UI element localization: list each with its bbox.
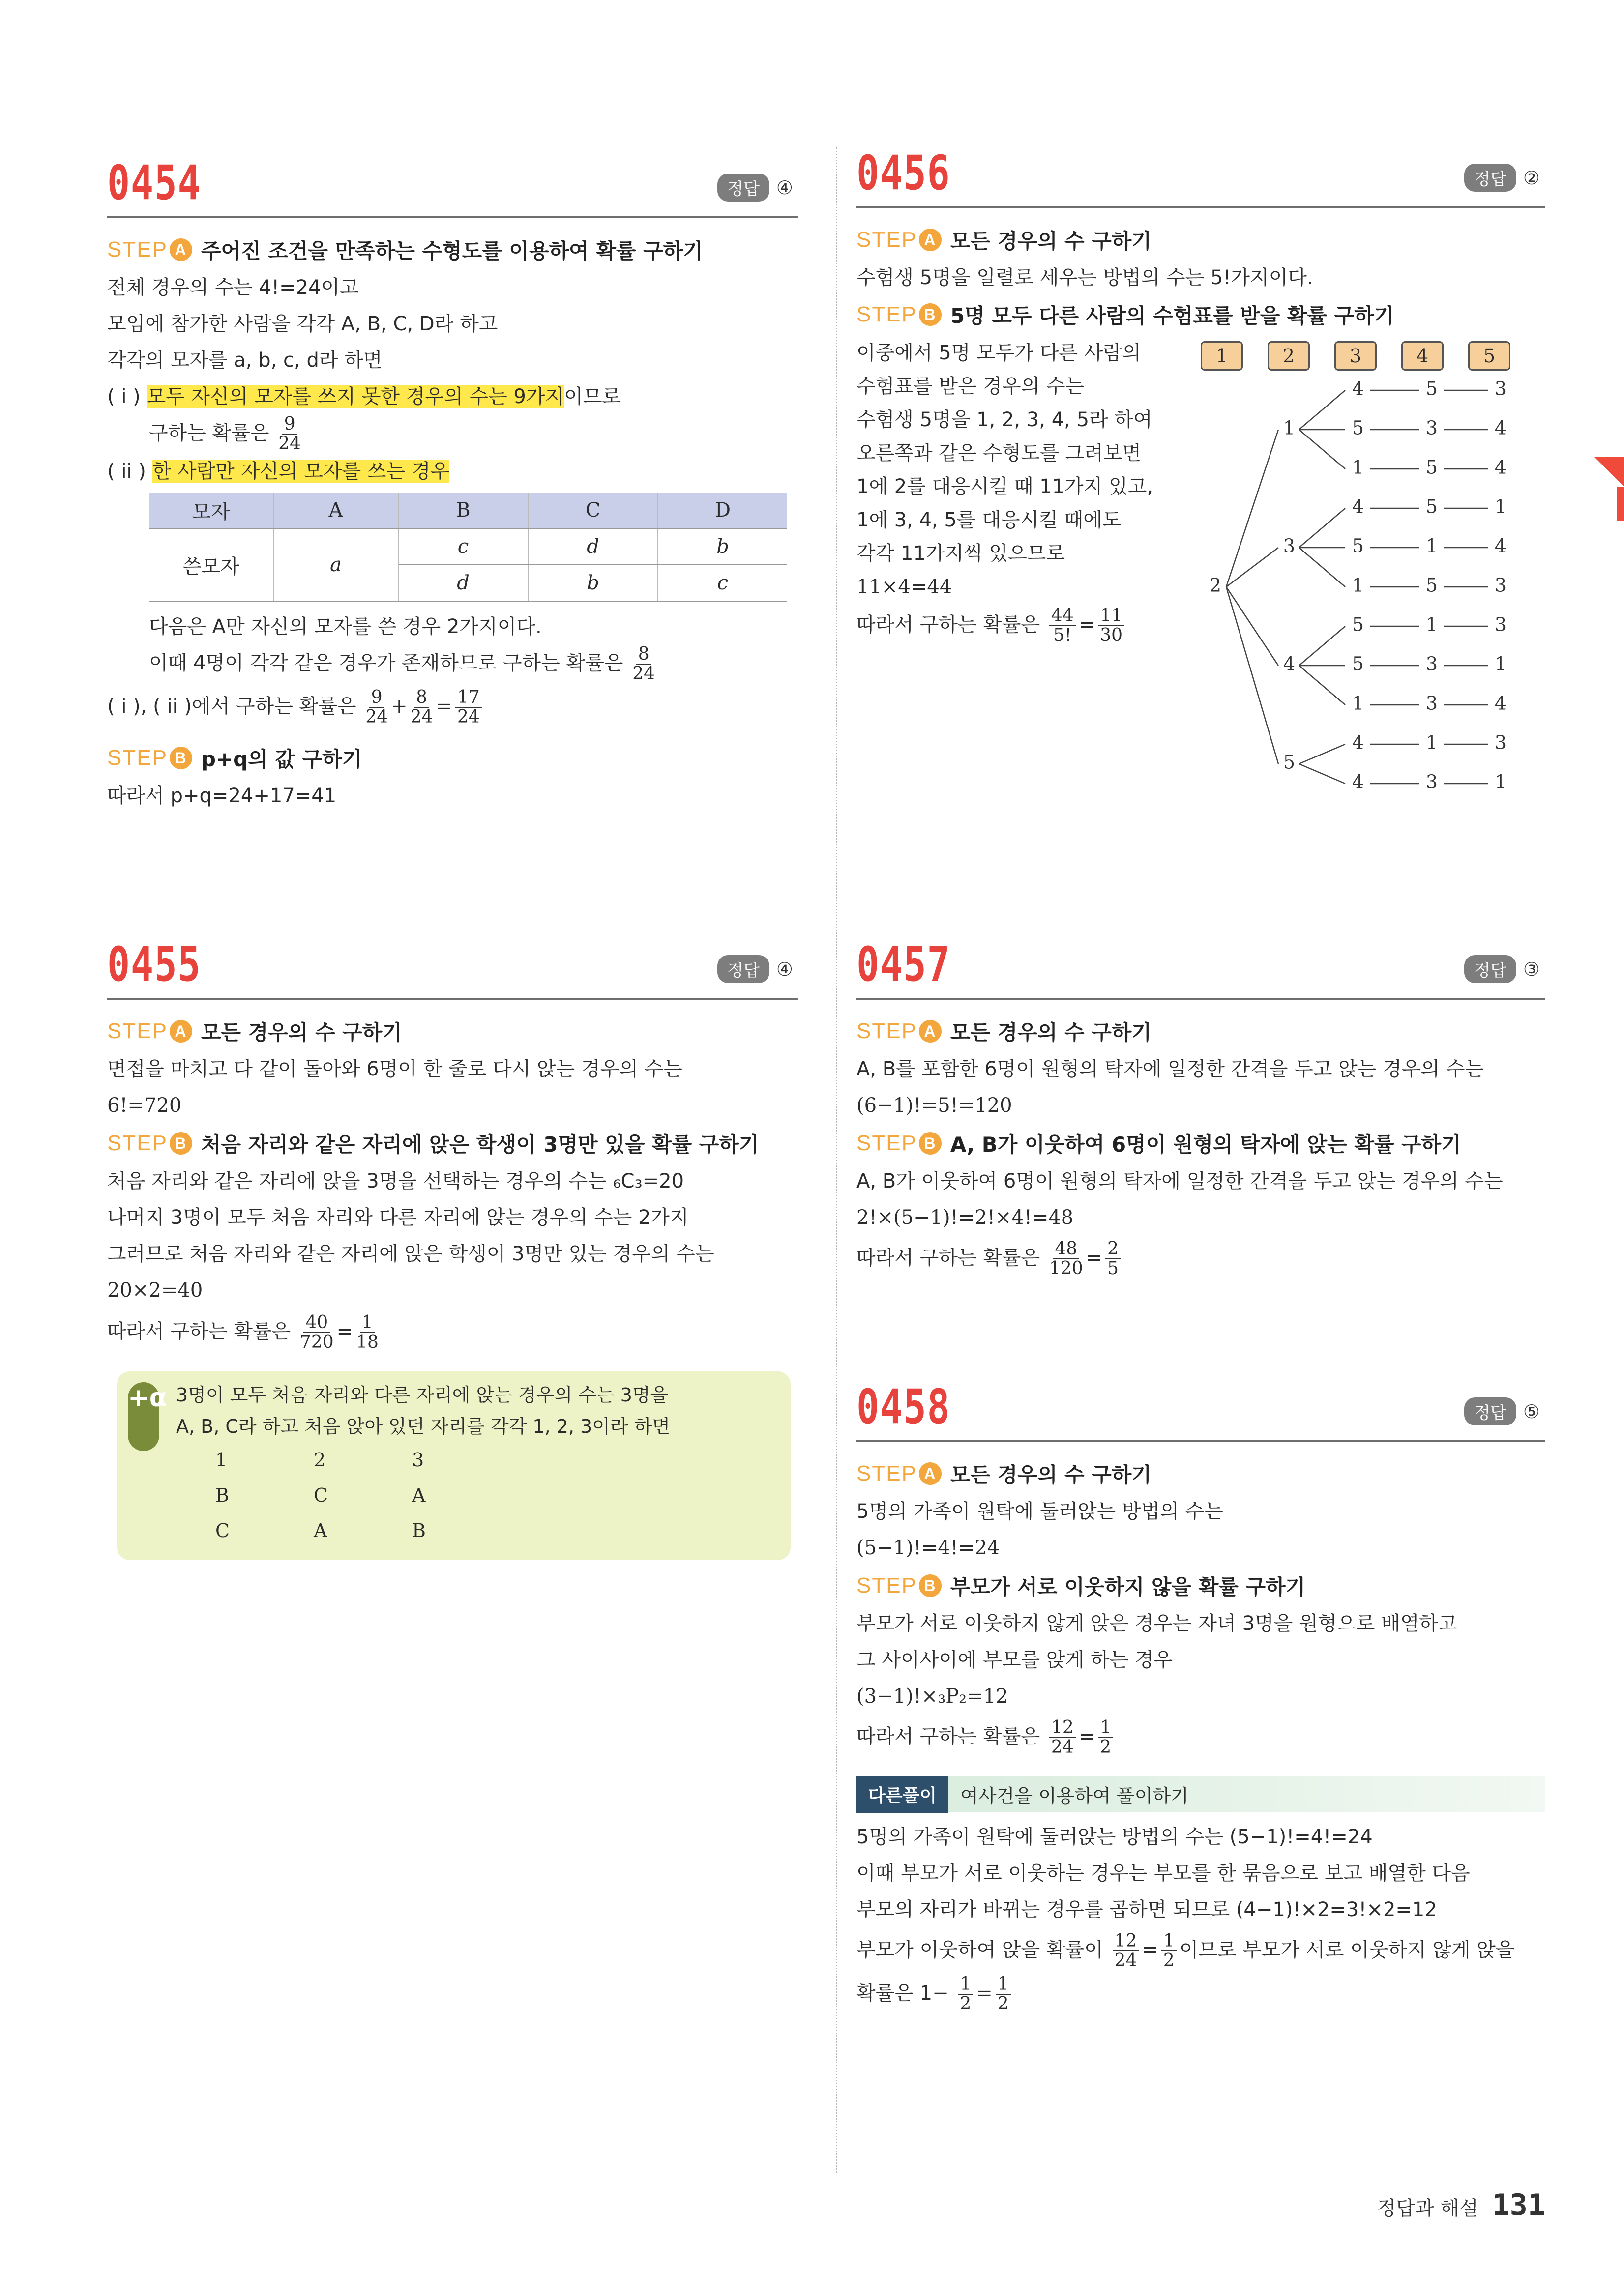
tree-level4-node: 1 — [1494, 495, 1507, 518]
text-line: 처음 자리와 같은 자리에 앉을 3명을 선택하는 경우의 수는 ₆C₃=20 — [107, 1170, 684, 1192]
tree-level4-node: 1 — [1494, 653, 1507, 675]
tree-branch — [1299, 626, 1345, 666]
tree-branch — [1299, 666, 1345, 705]
highlighted-text: 모두 자신의 모자를 쓰지 못한 경우의 수는 9가지 — [147, 385, 564, 408]
page-number: 131 — [1492, 2188, 1545, 2222]
text-line: 그 사이사이에 부모를 앉게 하는 경우 — [856, 1649, 1173, 1671]
tree-branch — [1226, 587, 1278, 666]
tip-text: A, B, C라 하고 처음 앉아 있던 자리를 각각 1, 2, 3이라 하면 — [176, 1416, 671, 1437]
step-b-heading — [856, 1571, 1545, 1600]
tree-level4-node: 4 — [1494, 535, 1507, 557]
problem-number: 0455 — [107, 937, 202, 992]
tree-level4-node: 3 — [1494, 380, 1507, 400]
step-a-heading — [107, 1017, 798, 1046]
answer — [1464, 1397, 1540, 1425]
problem-0457 — [856, 929, 1545, 1278]
step-title: 부모가 서로 이웃하지 않을 확률 구하기 — [950, 1575, 1306, 1599]
text-line: 모임에 참가한 사람을 각각 A, B, C, D라 하고 — [107, 313, 498, 335]
tree-branch — [1226, 587, 1278, 764]
text-line: 전체 경우의 수는 4!=24이고 — [107, 276, 359, 299]
tree-level3-node: 3 — [1425, 417, 1438, 439]
answer-badge: 정답 — [1464, 1397, 1516, 1425]
tree-level1-node: 4 — [1283, 653, 1296, 675]
tree-section — [856, 336, 1545, 828]
tree-branch — [1299, 548, 1345, 587]
step-a-heading — [107, 235, 798, 264]
tip-text: 3명이 모두 처음 자리와 다른 자리에 앉는 경우의 수는 3명을 — [176, 1384, 669, 1406]
answer-value: ② — [1523, 167, 1540, 189]
problem-header — [107, 147, 798, 218]
tree-branch — [1299, 764, 1345, 784]
step-tag: STEP A — [107, 237, 192, 262]
tree-level3-node: 5 — [1425, 380, 1438, 400]
tree-level2-node: 5 — [1352, 613, 1364, 636]
text-line: 다음은 A만 자신의 모자를 쓴 경우 2가지이다. — [149, 615, 542, 638]
tip-arrangement-grid: 1 2 3 B C A C A B — [215, 1449, 426, 1541]
text-line: 그러므로 처음 자리와 같은 자리에 앉은 학생이 3명만 있는 경우의 수는 — [107, 1243, 714, 1265]
tree-level2-node: 5 — [1352, 417, 1364, 439]
problem-number: 0454 — [107, 155, 202, 210]
text-line: 구하는 확률은 $\frac{9}{24}$ — [149, 414, 301, 454]
step-a-heading — [856, 1017, 1545, 1046]
text-line: A, B가 이웃하여 6명이 원형의 탁자에 일정한 간격을 두고 앉는 경우의 수는 — [856, 1170, 1503, 1192]
text-line: A, B를 포함한 6명이 원형의 탁자에 일정한 간격을 두고 앉는 경우의 수는 — [856, 1058, 1484, 1080]
step-title: 주어진 조건을 만족하는 수형도를 이용하여 확률 구하기 — [201, 239, 703, 263]
text-line: 면접을 마치고 다 같이 돌아와 6명이 한 줄로 다시 앉는 경우의 수는 — [107, 1058, 682, 1080]
tree-root-node: 2 — [1209, 574, 1222, 596]
step-title: 모든 경우의 수 구하기 — [950, 1020, 1152, 1045]
tree-level2-node: 1 — [1352, 574, 1364, 596]
tree-branch — [1299, 430, 1345, 469]
text-line: 따라서 구하는 확률은 $\frac{48}{120}$ = $\frac{2}{5}$ — [856, 1240, 1545, 1278]
text-line: 6!=720 — [107, 1094, 182, 1117]
step-title: p+q의 값 구하기 — [201, 747, 362, 771]
problem-header — [856, 147, 1545, 208]
text-line: ( i ), ( ii )에서 구하는 확률은 $\frac{9}{24}$ + $\frac{8}{24}$ = $\frac{17}{24}$ — [107, 688, 798, 727]
step-b-heading — [856, 1129, 1545, 1158]
text-line: 5명의 가족이 원탁에 둘러앉는 방법의 수는 (5−1)!=4!=24 — [856, 1826, 1373, 1848]
step-title: 처음 자리와 같은 자리에 앉은 학생이 3명만 있을 확률 구하기 — [201, 1133, 759, 1157]
tree-diagram — [1196, 380, 1540, 823]
problem-header — [107, 929, 798, 1000]
text-line: 나머지 3명이 모두 처음 자리와 다른 자리에 앉는 경우의 수는 2가지 — [107, 1206, 689, 1229]
ticket-label: 1 — [1201, 341, 1243, 371]
step-tag: STEP A — [856, 1019, 942, 1044]
answer-value: ③ — [1523, 958, 1540, 980]
step-a-heading — [856, 1459, 1545, 1488]
text-line: 확률은 1− $\frac{1}{2}$ = $\frac{1}{2}$ — [856, 1975, 1545, 2013]
answer — [1464, 164, 1540, 192]
text-line: (3−1)!×₃P₂=12 — [856, 1685, 1008, 1708]
tree-level4-node: 4 — [1494, 417, 1507, 439]
text-line: 이때 부모가 서로 이웃하는 경우는 부모를 한 묶음으로 보고 배열한 다음 — [856, 1862, 1470, 1885]
step-tag: STEP A — [856, 228, 942, 252]
text-line: 각각의 모자를 a, b, c, d라 하면 — [107, 349, 383, 372]
tree-level4-node: 3 — [1494, 613, 1507, 636]
tree-level2-node: 4 — [1352, 771, 1364, 793]
text-line: 이때 4명이 각각 같은 경우가 존재하므로 구하는 확률은 $\frac{8}{24}$ — [149, 644, 655, 684]
step-tag: STEP A — [107, 1019, 192, 1044]
tree-level4-node: 4 — [1494, 692, 1507, 714]
tree-level4-node: 4 — [1494, 456, 1507, 478]
step-tag: STEP B — [856, 1131, 942, 1156]
answer — [717, 174, 793, 202]
tree-branch — [1299, 508, 1345, 548]
step-b-heading — [107, 1129, 798, 1158]
page-footer — [1377, 2188, 1545, 2222]
tree-level4-node: 3 — [1494, 574, 1507, 596]
tree-level2-node: 4 — [1352, 380, 1364, 400]
text-line: 20×2=40 — [107, 1279, 203, 1302]
text-line: 2!×(5−1)!=2!×4!=48 — [856, 1206, 1074, 1229]
answer — [717, 955, 793, 983]
answer-value: ④ — [776, 958, 793, 980]
tree-explanation: 이중에서 5명 모두가 다른 사람의 수험표를 받은 경우의 수는 수험생 5명을 1, 2, 3, 4, 5라 하여 오른쪽과 같은 수형도를 그려보면 1에 2를 대응시킬 때 11가지 있고, 1에 3, 4, 5를 대응시킬 때에도 각각 11가지씩 있으므로 11×4=44 따라서 구하는 확률은 $\frac{44}{5!}$ = $\frac{11}{30}$ — [856, 342, 1153, 645]
problem-header — [856, 1371, 1545, 1442]
page-tab-marker-bar — [1617, 487, 1624, 521]
tree-branch — [1299, 744, 1345, 764]
tree-level4-node: 3 — [1494, 731, 1507, 754]
tree-level1-node: 1 — [1283, 417, 1296, 439]
text-line: 부모가 이웃하여 앉을 확률이 $\frac{12}{24}$ = $\frac{1}{2}$ 이므로 부모가 서로 이웃하지 않게 앉을 — [856, 1931, 1515, 1971]
step-title: 모든 경우의 수 구하기 — [950, 229, 1152, 253]
text-line: 5명의 가족이 원탁에 둘러앉는 방법의 수는 — [856, 1500, 1223, 1523]
step-tag: STEP B — [107, 746, 192, 770]
step-title: 5명 모두 다른 사람의 수험표를 받을 확률 구하기 — [950, 304, 1394, 328]
step-b-heading — [856, 300, 1545, 329]
tree-level3-node: 1 — [1425, 535, 1438, 557]
answer-badge: 정답 — [717, 174, 769, 202]
text-line: 부모의 자리가 바뀌는 경우를 곱하면 되므로 (4−1)!×2=3!×2=12 — [856, 1898, 1437, 1921]
step-title: 모든 경우의 수 구하기 — [201, 1020, 402, 1045]
tree-level1-node: 3 — [1283, 535, 1296, 557]
tree-level3-node: 5 — [1425, 574, 1438, 596]
tree-level3-node: 3 — [1425, 692, 1438, 714]
text-line: 따라서 p+q=24+17=41 — [107, 785, 337, 807]
answer-value: ⑤ — [1523, 1400, 1540, 1423]
ticket-label: 4 — [1401, 341, 1444, 371]
column-divider — [836, 147, 837, 2173]
step-title: A, B가 이웃하여 6명이 원형의 탁자에 앉는 확률 구하기 — [950, 1133, 1461, 1157]
step-tag: STEP B — [107, 1131, 192, 1156]
problem-number: 0456 — [856, 145, 951, 201]
tree-level3-node: 5 — [1425, 456, 1438, 478]
tree-level3-node: 3 — [1425, 771, 1438, 793]
plus-alpha-icon: +α — [128, 1382, 159, 1451]
text-line: ( ii ) 한 사람만 자신의 모자를 쓰는 경우 — [107, 460, 450, 483]
problem-0456 — [856, 147, 1545, 828]
tree-level2-node: 5 — [1352, 653, 1364, 675]
step-b-heading — [107, 743, 798, 773]
text-line: 부모가 서로 이웃하지 않게 앉은 경우는 자녀 3명을 원형으로 배열하고 — [856, 1612, 1457, 1635]
tree-branch — [1226, 548, 1278, 587]
hat-table: 모자 A B C D 쓴모자 a c d b d b c — [149, 493, 787, 602]
footer-text: 정답과 해설 — [1377, 2197, 1478, 2220]
tree-level4-node: 1 — [1494, 771, 1507, 793]
ticket-label: 5 — [1468, 341, 1510, 371]
exam-ticket-labels — [1201, 341, 1510, 371]
fraction: $\frac{9}{24}$ — [278, 414, 301, 454]
problem-number: 0458 — [856, 1379, 951, 1434]
ticket-label: 2 — [1268, 341, 1310, 371]
alt-title: 여사건을 이용하여 풀이하기 — [960, 1785, 1189, 1807]
step-tag: STEP B — [856, 302, 942, 327]
text-line: ( i ) 모두 자신의 모자를 쓰지 못한 경우의 수는 9가지이므로 — [107, 385, 621, 408]
tree-branch — [1226, 430, 1278, 587]
tree-level2-node: 5 — [1352, 535, 1364, 557]
alt-badge: 다른풀이 — [856, 1776, 948, 1813]
answer-badge: 정답 — [1464, 164, 1516, 192]
tree-level3-node: 3 — [1425, 653, 1438, 675]
answer-badge: 정답 — [1464, 955, 1516, 983]
step-tag: STEP A — [856, 1461, 942, 1486]
problem-header — [856, 929, 1545, 1000]
problem-0455 — [107, 929, 798, 1560]
highlighted-text: 한 사람만 자신의 모자를 쓰는 경우 — [152, 460, 450, 483]
text-line: (5−1)!=4!=24 — [856, 1537, 1000, 1559]
tree-level3-node: 1 — [1425, 731, 1438, 754]
problem-0454 — [107, 147, 798, 814]
text-line: 따라서 구하는 확률은 $\frac{40}{720}$ = $\frac{1}{18}$ — [107, 1312, 379, 1352]
text-line: 따라서 구하는 확률은 $\frac{12}{24}$ = $\frac{1}{2}$ — [856, 1718, 1545, 1757]
tree-level3-node: 5 — [1425, 495, 1438, 518]
problem-0458 — [856, 1371, 1545, 2013]
fraction: $\frac{8}{24}$ — [632, 644, 655, 684]
tree-level2-node: 1 — [1352, 692, 1364, 714]
step-title: 모든 경우의 수 구하기 — [950, 1463, 1152, 1487]
problem-number: 0457 — [856, 937, 951, 992]
tree-level2-node: 4 — [1352, 731, 1364, 754]
text-line: (6−1)!=5!=120 — [856, 1094, 1012, 1117]
tree-level3-node: 1 — [1425, 613, 1438, 636]
tree-level1-node: 5 — [1283, 751, 1296, 773]
tree-branch — [1299, 390, 1345, 430]
step-tag: STEP B — [856, 1573, 942, 1598]
text-line: 수험생 5명을 일렬로 세우는 방법의 수는 5!가지이다. — [856, 266, 1313, 289]
page-tab-marker — [1594, 457, 1624, 487]
answer-value: ④ — [776, 176, 793, 199]
alternative-solution-header — [856, 1776, 1545, 1812]
step-a-heading — [856, 225, 1545, 255]
answer-badge: 정답 — [717, 955, 769, 983]
tip-box — [117, 1371, 791, 1560]
tree-level2-node: 4 — [1352, 495, 1364, 518]
ticket-label: 3 — [1334, 341, 1377, 371]
tree-level2-node: 1 — [1352, 456, 1364, 478]
answer — [1464, 955, 1540, 983]
